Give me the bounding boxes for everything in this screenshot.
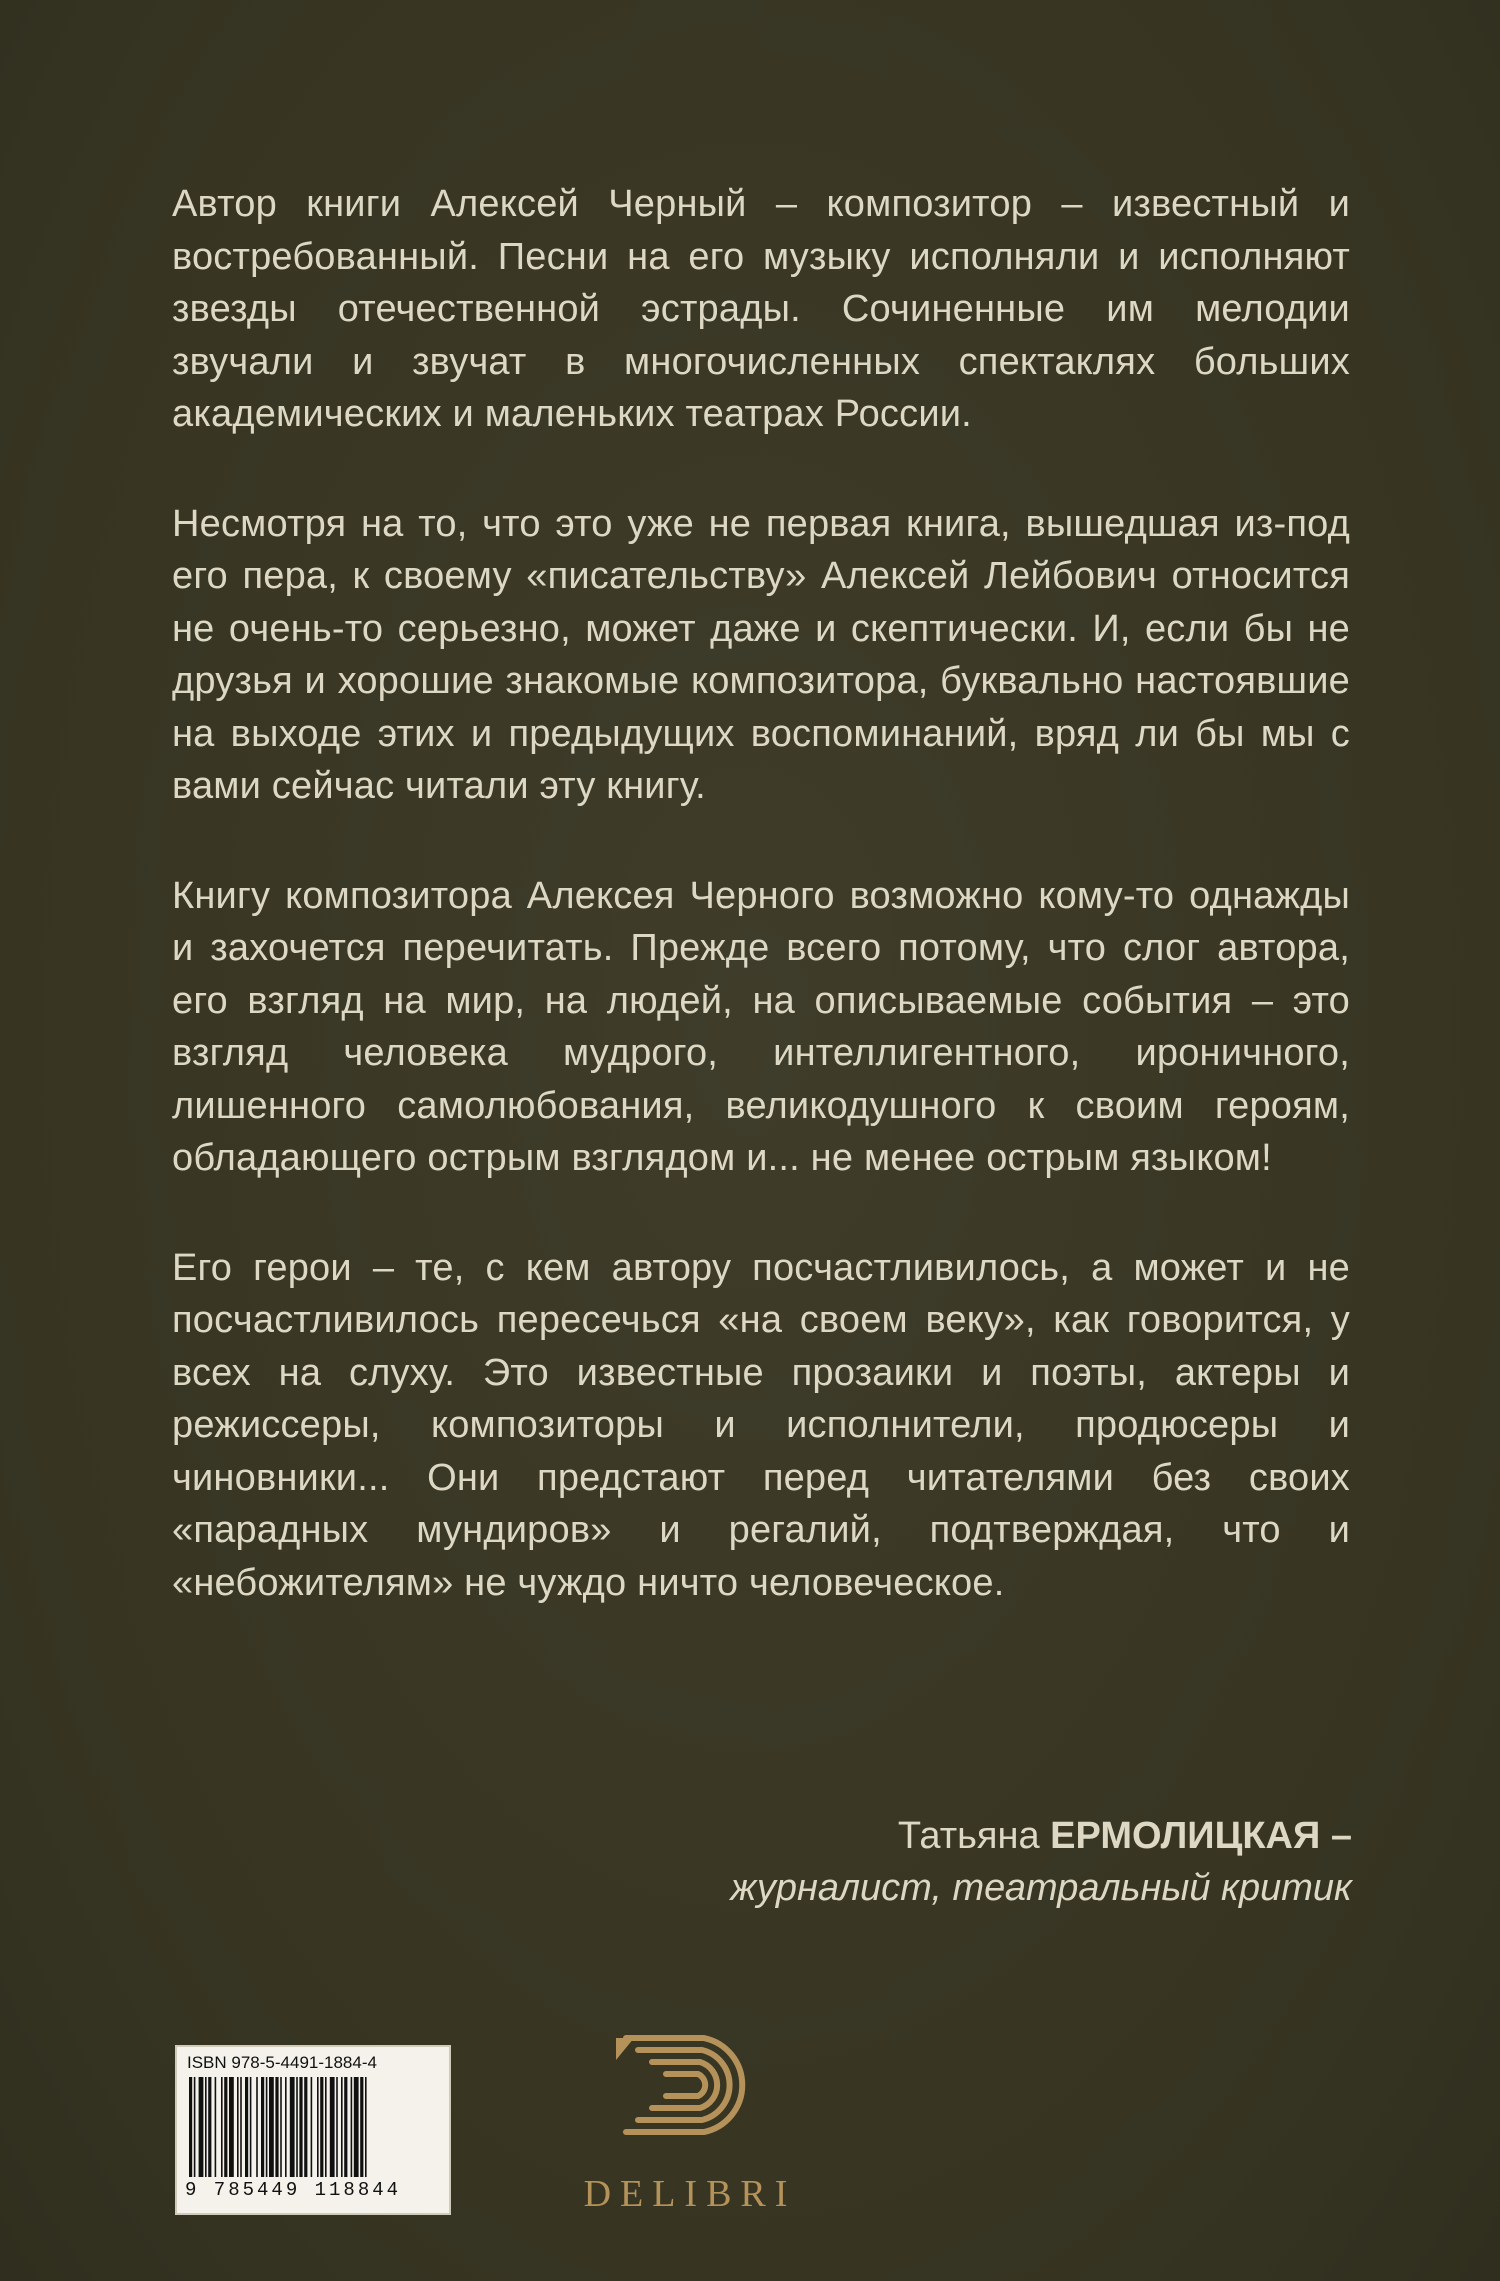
barcode-bars	[185, 2077, 443, 2177]
annotation-text	[172, 178, 1350, 1666]
isbn-label: ISBN 978-5-4491-1884-4	[187, 2053, 377, 2072]
paragraph-3: Книгу композитора Алексея Черного возможно кому-то однажды и захочется перечитать. Прежде всего потому, что слог автора, его взгляд на мир, на людей, на описываемые события – это взгляд человека мудрого, интеллигентного, ироничного, лишенного самолюбования, великодушного к своим героям, обладающего острым взглядом и... не менее острым языком!	[172, 874, 1350, 1179]
review-signature	[730, 1810, 1352, 1914]
signature-first-name: Татьяна	[897, 1815, 1040, 1857]
paragraph-1: Автор книги Алексей Черный – композитор – известный и востребованный. Песни на его музыку исполняли и исполняют звезды отечественной эстрады. Сочиненные им мелодии звучали и звучат в многочисленных спектаклях больших академических и маленьких театрах России.	[172, 183, 1350, 435]
publisher-name: DELIBRI	[583, 2173, 797, 2215]
paragraph-4: Его герои – те, с кем автору посчастливилось, а может и не посчастливилось пересечься «на своем веку», как говорится, у всех на слуху. Это известные прозаики и поэты, актеры и режиссеры, композиторы и исполнители, продюсеры и чиновники... Они предстают перед читателями без своих «парадных мундиров» и регалий, подтверждая, что и «небожителям» не чуждо ничто человеческое.	[172, 1246, 1350, 1604]
delibri-logo-icon	[612, 2030, 782, 2140]
signature-name-line	[730, 1810, 1352, 1862]
isbn-barcode	[175, 2045, 451, 2215]
barcode-digits: 9 785449 118844	[185, 2179, 402, 2201]
paragraph-2: Несмотря на то, что это уже не первая книга, вышедшая из-под его пера, к своему «писательству» Алексей Лейбович относится не очень-то серьезно, может даже и скептически. И, если бы не друзья и хорошие знакомые композитора, буквально настоявшие на выходе этих и предыдущих воспоминаний, вряд ли бы мы с вами сейчас читали эту книгу.	[172, 502, 1350, 807]
signature-role: журналист, театральный критик	[730, 1867, 1352, 1909]
signature-surname: ЕРМОЛИЦКАЯ –	[1050, 1815, 1352, 1857]
